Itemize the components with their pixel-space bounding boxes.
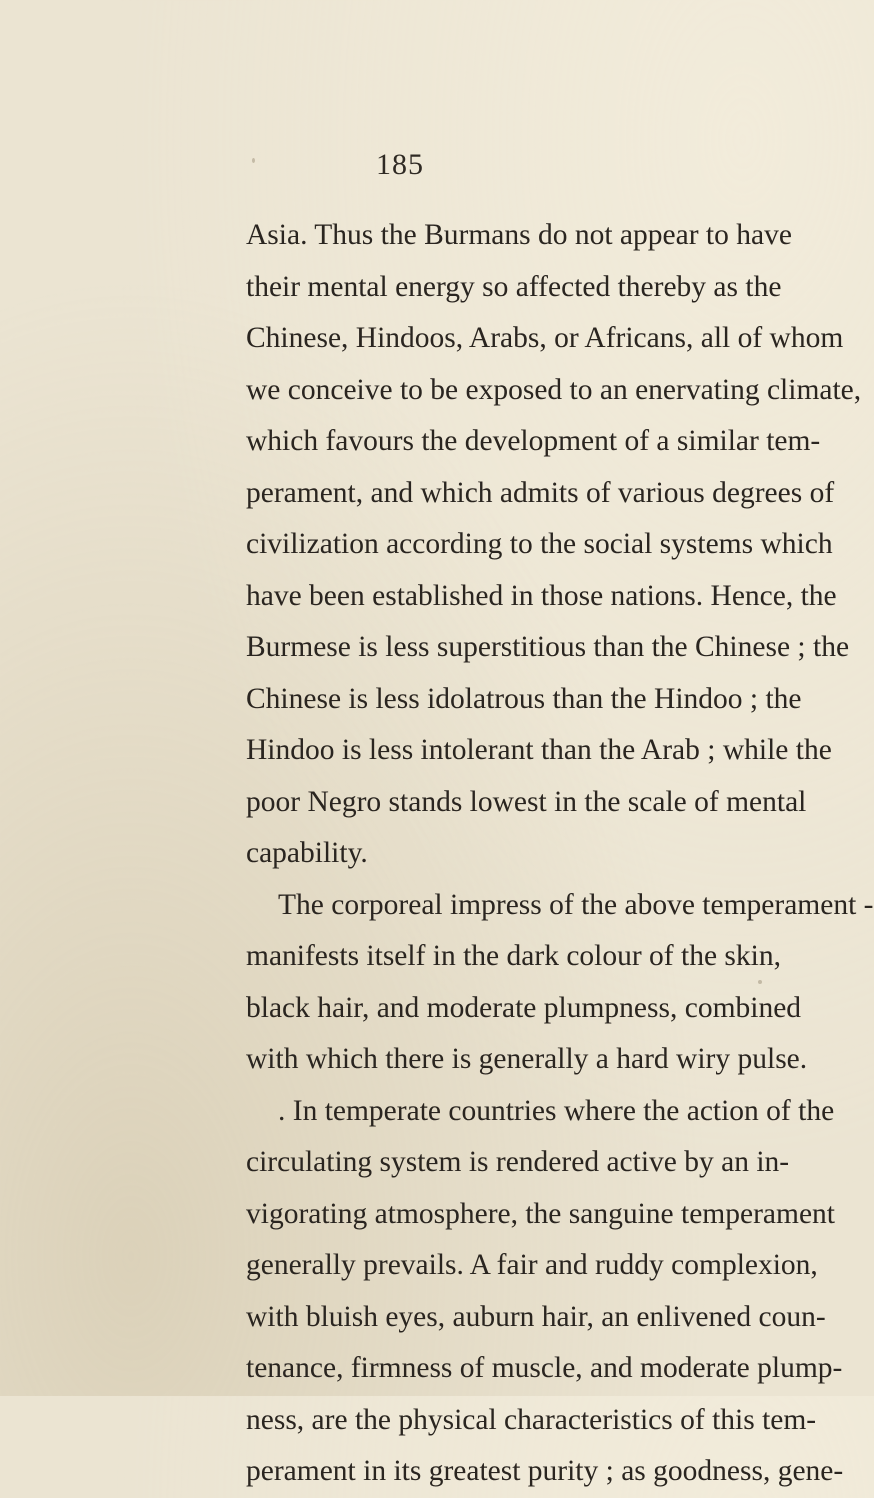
text-line: . In temperate countries where the action of the [278, 1094, 835, 1127]
text-line: Burmese is less superstitious than the Chinese ; the [246, 631, 850, 663]
text-line: have been established in those nations. Hence, the [246, 579, 837, 612]
text-line: Asia. Thus the Burmans do not appear to have [246, 219, 792, 251]
text-line: vigorating atmosphere, the sanguine temperament [246, 1197, 835, 1230]
text-line: civilization according to the social systems which [246, 528, 833, 560]
text-line: perament, and which admits of various degrees of [246, 476, 835, 509]
text-line: ness, are the physical characteristics of this tem- [246, 1403, 817, 1436]
text-line: with bluish eyes, auburn hair, an enlivened coun- [246, 1300, 826, 1333]
text-line: The corporeal impress of the above temperament - [278, 888, 874, 921]
text-line: generally prevails. A fair and ruddy complexion, [246, 1249, 818, 1281]
text-line: Hindoo is less intolerant than the Arab ; while the [246, 734, 832, 766]
text-line: poor Negro stands lowest in the scale of mental [246, 785, 807, 818]
text-line: their mental energy so affected thereby as the [246, 270, 782, 303]
text-line: capability. [246, 837, 368, 869]
text-line: which favours the development of a similar tem- [246, 425, 821, 457]
text-line: black hair, and moderate plumpness, combined [246, 991, 802, 1024]
text-line: with which there is generally a hard wiry pulse. [246, 1043, 808, 1075]
page-number: 185 [376, 148, 424, 181]
text-line: Chinese is less idolatrous than the Hindoo ; the [246, 682, 802, 715]
text-line: manifests itself in the dark colour of the skin, [246, 940, 781, 972]
text-line: Chinese, Hindoos, Arabs, or Africans, all of whom [246, 322, 844, 354]
text-line: we conceive to be exposed to an enervating climate, [246, 373, 862, 406]
text-line: perament in its greatest purity ; as goodness, gene- [246, 1455, 844, 1487]
text-line: circulating system is rendered active by an in- [246, 1146, 790, 1178]
paper-speck [758, 980, 762, 984]
paper-speck [252, 158, 255, 163]
text-line: tenance, firmness of muscle, and moderate plump- [246, 1352, 843, 1384]
body-text [246, 210, 874, 1498]
